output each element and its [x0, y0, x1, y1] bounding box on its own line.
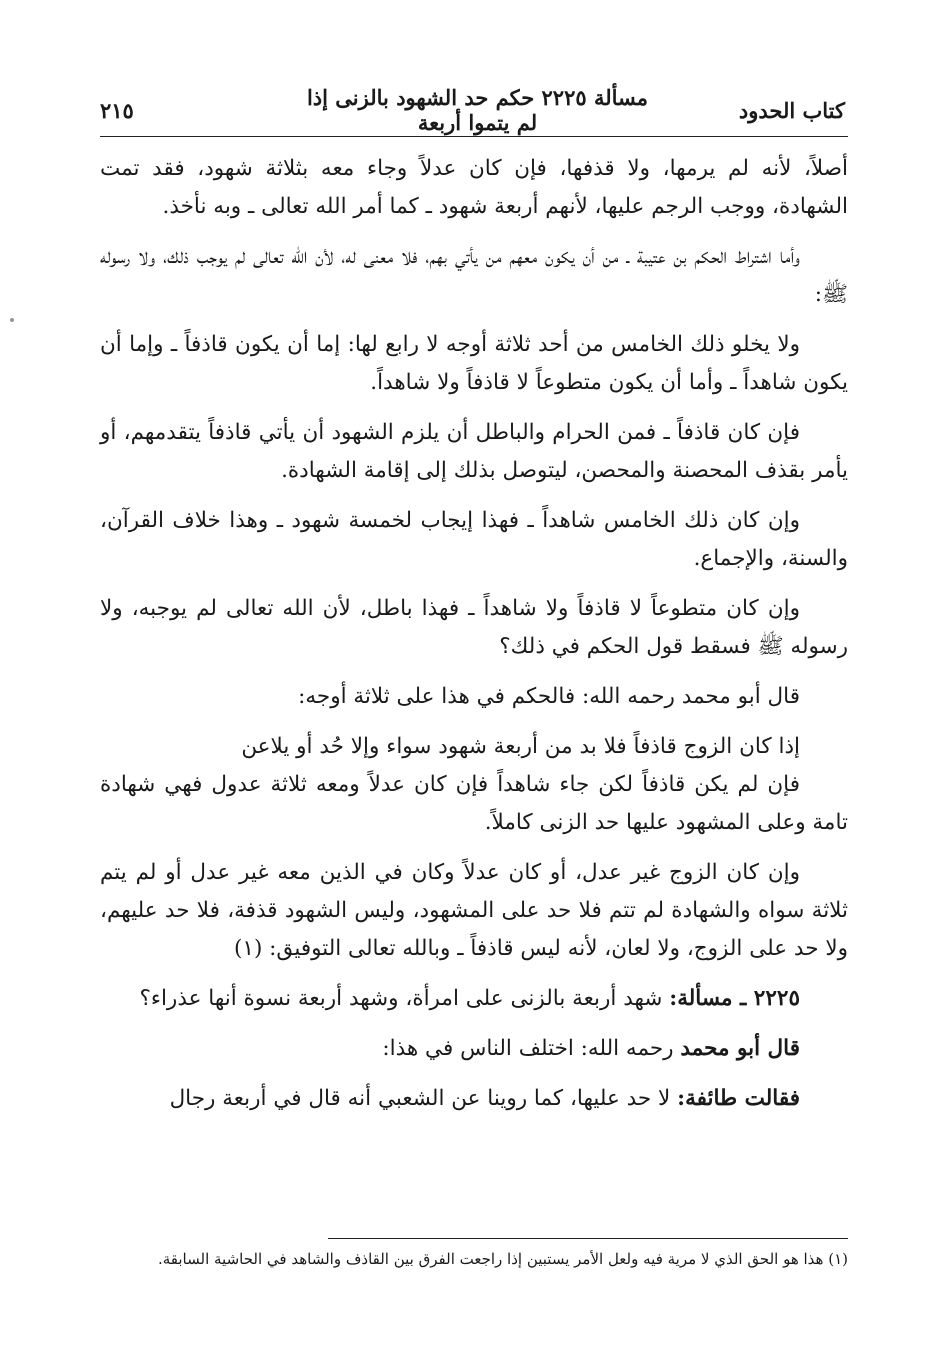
masala-label: ٢٢٢٥ ـ مسألة: — [669, 986, 800, 1011]
running-header — [100, 85, 845, 135]
faqalat-paragraph — [100, 1080, 848, 1118]
section-title: مسألة ٢٢٢٥ حكم حد الشهود بالزنى إذا لم يتموا أربعة — [306, 85, 649, 135]
paragraph: فإن لم يكن قاذفاً لكن جاء شاهداً فإن كان عدلاً ومعه ثلاثة عدول فهي شهادة تامة وعلى المشهود عليها حد الزنى كاملاً. — [100, 772, 848, 835]
paragraph: قال أبو محمد رحمه الله: فالحكم في هذا على ثلاثة أوجه: — [298, 684, 800, 709]
header-rule — [100, 136, 848, 137]
main-text — [100, 150, 848, 1130]
masala-paragraph — [100, 980, 848, 1018]
scan-speck — [10, 318, 14, 322]
paragraph: إذا كان الزوج قاذفاً فلا بد من أربعة شهود سواء وإلا حُد أو يلاعن — [241, 734, 800, 759]
footnote-rule — [328, 1238, 848, 1239]
paragraph: ولا يخلو ذلك الخامس من أحد ثلاثة أوجه لا رابع لها: إما أن يكون قاذفاً ـ وإما أن يكون شاهداً ـ وأما أن يكون متطوعاً لا قاذفاً ولا شاهداً. — [100, 332, 848, 395]
faqalat-label: فقالت طائفة: — [677, 1086, 800, 1111]
book-title: كتاب الحدود — [738, 97, 845, 123]
qala-text: رحمه الله: اختلف الناس في هذا: — [382, 1036, 674, 1061]
masala-text: شهد أربعة بالزنى على امرأة، وشهد أربعة نسوة أنها عذراء؟ — [139, 986, 663, 1011]
paragraph: أصلاً، لأنه لم يرمها، ولا قذفها، فإن كان عدلاً وجاء معه بثلاثة شهود، فقد تمت الشهادة، ووجب الرجم عليها، لأنهم أربعة شهود ـ كما أمر الله تعالى ـ وبه نأخذ. — [100, 156, 848, 219]
footnote: (١) هذا هو الحق الذي لا مرية فيه ولعل الأمر يستبين إذا راجعت الفرق بين القاذف والشاهد في الحاشية السابقة. — [157, 1250, 848, 1268]
qala-paragraph — [100, 1030, 848, 1068]
qala-label: قال أبو محمد — [680, 1036, 800, 1061]
page-number: ٢١٥ — [100, 97, 134, 123]
paragraph: وإن كان متطوعاً لا قاذفاً ولا شاهداً ـ فهذا باطل، لأن الله تعالى لم يوجبه، ولا رسوله ﷺ فسقط قول الحكم في ذلك؟ — [100, 596, 848, 659]
paragraph: فإن كان قاذفاً ـ فمن الحرام والباطل أن يلزم الشهود أن يأتي قاذفاً يتقدمهم، أو يأمر بقذف المحصنة والمحصن، ليتوصل بذلك إلى إقامة الشهادة. — [100, 420, 848, 483]
paragraph: وأما اشتراط الحكم بن عتيبة ـ من أن يكون معهم من يأتي بهم، فلا معنى له، لأن الله تعالى لم يوجب ذلك، ولا رسوله ﷺ: — [100, 244, 848, 307]
paragraph: وإن كان الزوج غير عدل، أو كان عدلاً وكان في الذين معه غير عدل أو لم يتم ثلاثة سواه والشهادة لم تتم فلا حد على المشهود، وليس الشهود قذفة، فلا حد عليهم، ولا حد على الزوج، ولا لعان، لأنه ليس قاذفاً ـ وبالله تعالى التوفيق: (١) — [100, 860, 848, 961]
paragraph: وإن كان ذلك الخامس شاهداً ـ فهذا إيجاب لخمسة شهود ـ وهذا خلاف القرآن، والسنة، والإجماع. — [100, 508, 848, 571]
faqalat-text: لا حد عليها، كما روينا عن الشعبي أنه قال في أربعة رجال — [169, 1086, 671, 1111]
